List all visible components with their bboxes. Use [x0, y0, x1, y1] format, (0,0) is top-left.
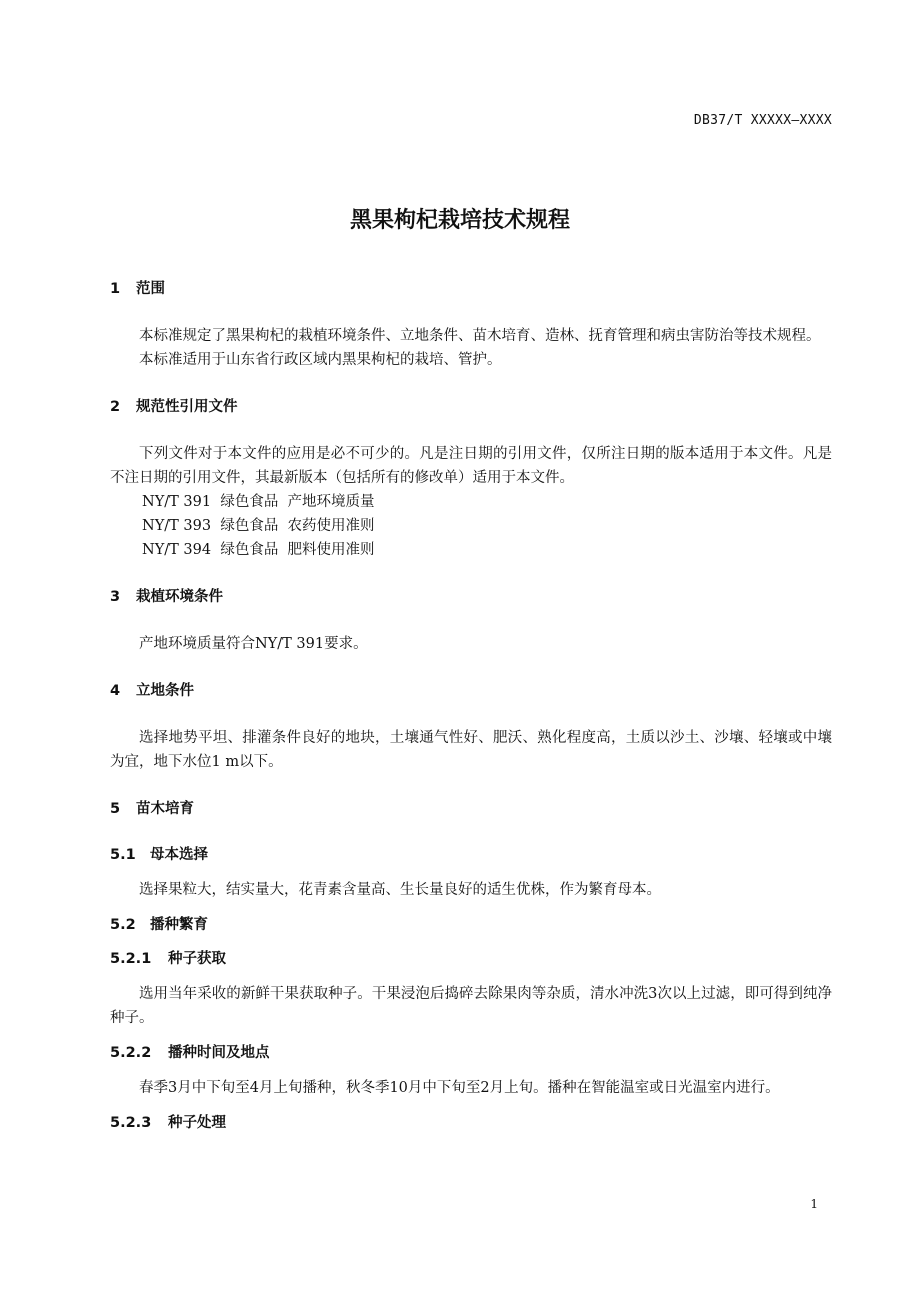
section-5-1-paragraph-1: 选择果粒大，结实量大，花青素含量高、生长量良好的适生优株，作为繁育母本。 [139, 882, 661, 898]
section-3-heading [110, 586, 832, 608]
reference-item: NY/T 391 绿色食品 产地环境质量 [142, 494, 375, 510]
section-title: 种子获取 [168, 951, 226, 967]
section-2-paragraph-1: 下列文件对于本文件的应用是必不可少的。凡是注日期的引用文件，仅所注日期的版本适用于本文件。凡是不注日期的引用文件，其最新版本（包括所有的修改单）适用于本文件。 [110, 446, 832, 486]
section-title: 播种繁育 [150, 917, 208, 933]
section-1-heading [110, 278, 832, 300]
section-number: 5.2.2 [110, 1045, 152, 1061]
section-number: 5.1 [110, 847, 136, 863]
section-4-heading [110, 680, 832, 702]
section-number: 2 [110, 399, 121, 415]
section-number: 5.2 [110, 917, 136, 933]
section-title: 栽植环境条件 [136, 589, 223, 605]
section-3-paragraph-1: 产地环境质量符合NY/T 391要求。 [139, 636, 368, 652]
page-number: 1 [810, 1197, 818, 1211]
document-title: 黑果枸杞栽培技术规程 [349, 208, 570, 233]
section-5-2-1-heading [110, 948, 832, 970]
section-5-2-3-heading [110, 1112, 832, 1134]
reference-item: NY/T 393 绿色食品 农药使用准则 [142, 518, 375, 534]
section-title: 规范性引用文件 [136, 399, 238, 415]
document-code: DB37/T XXXXX—XXXX [693, 113, 832, 128]
section-5-2-1-paragraph-1: 选用当年采收的新鲜干果获取种子。干果浸泡后捣碎去除果肉等杂质，清水冲洗3次以上过滤，即可得到纯净种子。 [110, 986, 832, 1026]
section-number: 4 [110, 683, 121, 699]
section-number: 3 [110, 589, 121, 605]
section-4-paragraph-1: 选择地势平坦、排灌条件良好的地块，土壤通气性好、肥沃、熟化程度高，土质以沙土、沙壤、轻壤或中壤为宜，地下水位1 m以下。 [110, 730, 832, 770]
reference-item: NY/T 394 绿色食品 肥料使用准则 [142, 542, 375, 558]
section-5-2-heading [110, 914, 832, 936]
section-5-2-2-paragraph-1: 春季3月中下旬至4月上旬播种，秋冬季10月中下旬至2月上旬。播种在智能温室或日光温室内进行。 [139, 1080, 780, 1096]
section-5-2-2-heading [110, 1042, 832, 1064]
section-number: 5 [110, 801, 121, 817]
section-5-1-heading [110, 844, 832, 866]
section-title: 母本选择 [150, 847, 208, 863]
section-1-paragraph-2: 本标准适用于山东省行政区域内黑果枸杞的栽培、管护。 [139, 352, 502, 368]
section-title: 立地条件 [136, 683, 194, 699]
section-number: 5.2.1 [110, 951, 152, 967]
section-title: 范围 [136, 281, 165, 297]
section-2-heading [110, 396, 832, 418]
section-title: 播种时间及地点 [168, 1045, 270, 1061]
document-body [110, 278, 832, 1134]
section-1-paragraph-1: 本标准规定了黑果枸杞的栽植环境条件、立地条件、苗木培育、造林、抚育管理和病虫害防治等技术规程。 [139, 328, 821, 344]
section-title: 种子处理 [168, 1115, 226, 1131]
section-number: 1 [110, 281, 121, 297]
section-number: 5.2.3 [110, 1115, 152, 1131]
section-5-heading [110, 798, 832, 820]
section-title: 苗木培育 [136, 801, 194, 817]
